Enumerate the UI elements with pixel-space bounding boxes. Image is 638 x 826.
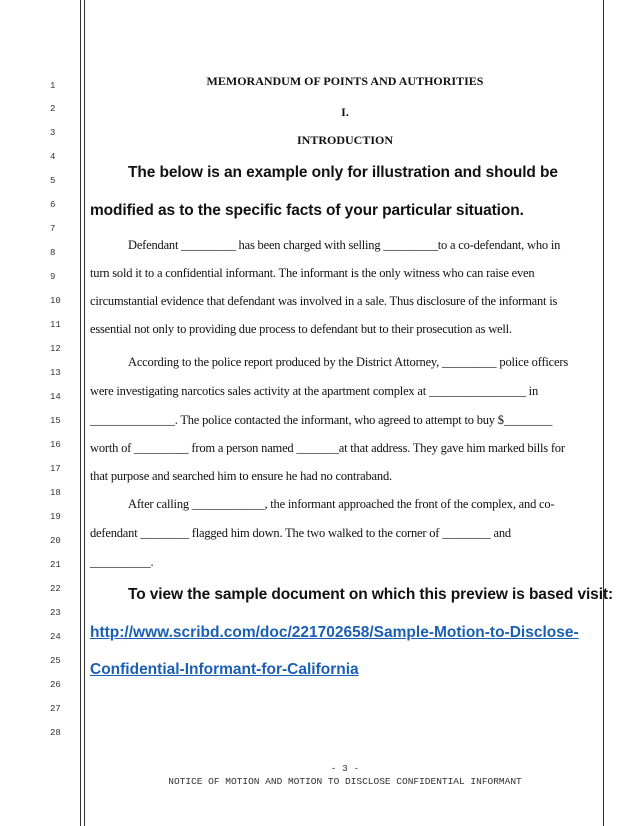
body-line: turn sold it to a confidential informant. The informant is the only witness who can raise even [90,266,535,280]
body-line: __________. [90,555,154,569]
line-number: 3 [50,128,56,138]
line-number: 20 [50,536,61,546]
right-margin-rule [603,0,604,826]
line-number: 21 [50,560,61,570]
line-number: 8 [50,248,56,258]
line-number: 12 [50,344,61,354]
body-line: worth of _________ from a person named _______at that address. They gave him marked bills for [90,441,565,455]
line-number: 14 [50,392,61,402]
line-number: 15 [50,416,61,426]
notice-line-1: The below is an example only for illustration and should be [128,164,558,181]
body-line: defendant ________ flagged him down. The two walked to the corner of ________ and [90,526,511,540]
line-number: 4 [50,152,56,162]
left-margin-rule-inner [84,0,85,826]
line-number: 23 [50,608,61,618]
line-number: 27 [50,704,61,714]
line-number: 24 [50,632,61,642]
line-number: 10 [50,296,61,306]
body-line: circumstantial evidence that defendant was involved in a sale. Thus disclosure of the informant is [90,294,558,308]
line-number: 11 [50,320,61,330]
footer-caption: NOTICE OF MOTION AND MOTION TO DISCLOSE CONFIDENTIAL INFORMANT [168,776,522,787]
body-line: ______________. The police contacted the informant, who agreed to attempt to buy $________ [90,413,553,427]
body-line: essential not only to providing due process to defendant but to their prosecution as well. [90,322,512,336]
line-number: 6 [50,200,56,210]
line-number: 18 [50,488,61,498]
preview-prompt: To view the sample document on which this preview is based visit: [128,586,614,603]
body-line: According to the police report produced by the District Attorney, _________ police officers [128,355,569,369]
line-number: 22 [50,584,61,594]
line-number: 5 [50,176,56,186]
line-number: 13 [50,368,61,378]
page-number: - 3 - [330,763,360,774]
body-line: that purpose and searched him to ensure he had no contraband. [90,469,392,483]
document-title: MEMORANDUM OF POINTS AND AUTHORITIES [206,74,484,88]
line-number: 17 [50,464,61,474]
line-number: 9 [50,272,56,282]
body-line: were investigating narcotics sales activity at the apartment complex at ________________ in [90,384,538,398]
section-number: I. [341,105,349,119]
document-link-line-1[interactable]: http://www.scribd.com/doc/221702658/Sample-Motion-to-Disclose- [90,624,579,641]
notice-line-2: modified as to the specific facts of your particular situation. [90,202,524,219]
line-number: 2 [50,104,56,114]
line-number: 7 [50,224,56,234]
document-link-line-2[interactable]: Confidential-Informant-for-California [90,661,359,678]
line-number: 16 [50,440,61,450]
line-number: 1 [50,81,56,91]
line-number: 28 [50,728,61,738]
body-line: After calling ____________, the informant approached the front of the complex, and co- [128,497,555,511]
section-title: INTRODUCTION [296,133,393,147]
body-line: Defendant _________ has been charged with selling _________to a co-defendant, who in [128,238,561,252]
left-margin-rule-outer [80,0,81,826]
line-number: 25 [50,656,61,666]
line-number: 26 [50,680,61,690]
line-number: 19 [50,512,61,522]
